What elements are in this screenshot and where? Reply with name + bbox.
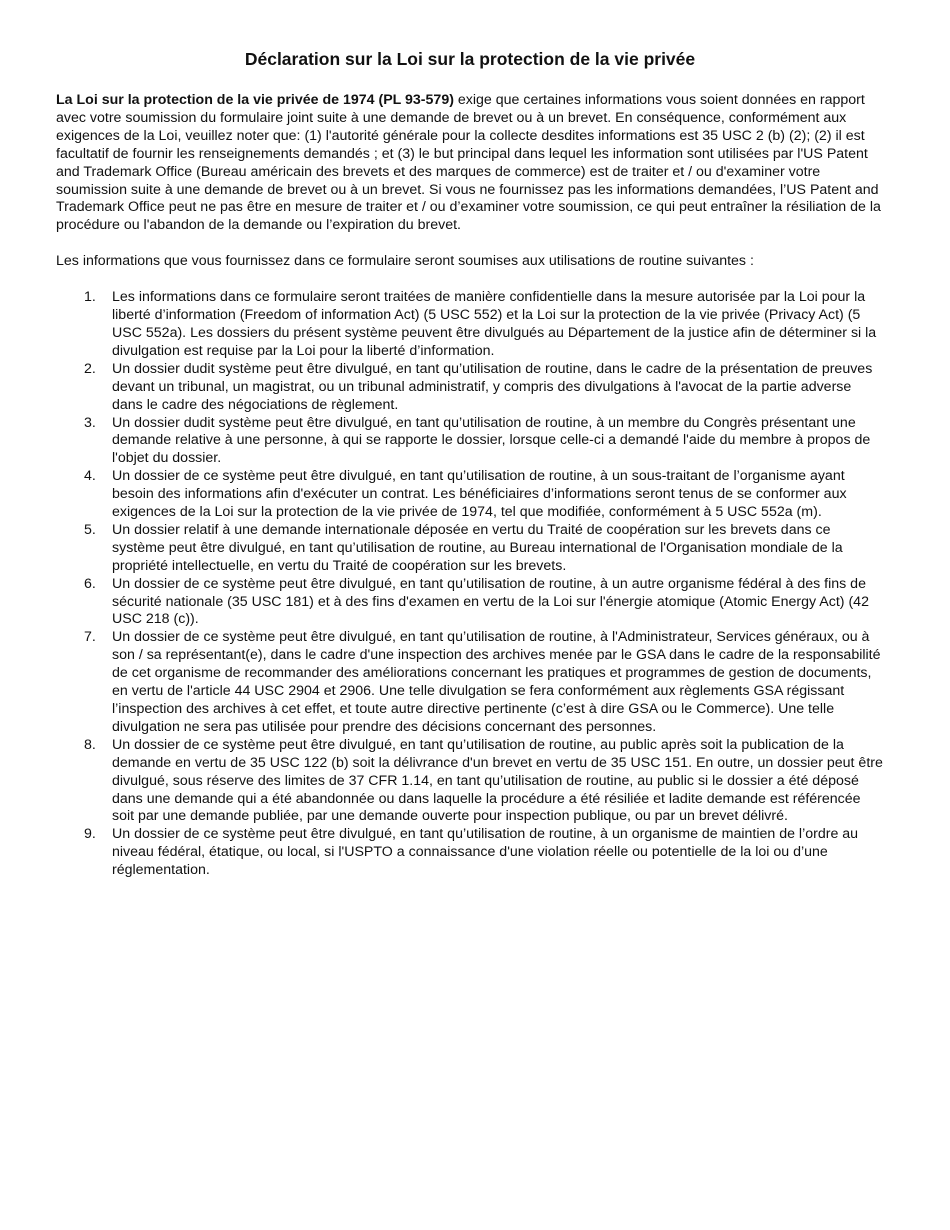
list-item-number: 2. <box>84 360 96 377</box>
list-item-text: Un dossier dudit système peut être divulgué, en tant qu’utilisation de routine, à un membre du Congrès présentant une demande relative à une personne, à qui se rapporte le dossier, lorsque celle-ci a demandé l'aide du membre à propos de l'objet du dossier. <box>112 414 871 467</box>
list-item-number: 6. <box>84 575 96 592</box>
list-item-text: Les informations dans ce formulaire seront traitées de manière confidentielle dans la mesure autorisée par la Loi pour la liberté d’information (Freedom of information Act) (5 USC 552) et la Loi sur la protection de la vie privée (Privacy Act) (5 USC 552a). Les dossiers du présent système peuvent être divulgués au Département de la justice afin de déterminer si la divulgation est requise par la Loi pour la liberté d’information. <box>112 289 877 359</box>
list-item-text: Un dossier relatif à une demande internationale déposée en vertu du Traité de coopération sur les brevets dans ce système peut être divulgué, en tant qu’utilisation de routine, au Bureau international de l'Organisation mondiale de la propriété intellectuelle, en vertu du Traité de coopération sur les brevets. <box>112 521 843 574</box>
intro-bold-lead: La Loi sur la protection de la vie privée de 1974 (PL 93-579) <box>56 92 454 108</box>
list-item <box>56 468 884 522</box>
list-item-text: Un dossier de ce système peut être divulgué, en tant qu’utilisation de routine, à un sous-traitant de l’organisme ayant besoin des informations afin d'exécuter un contrat. Les bénéficiaires d’informations seront tenus de se conformer aux exigences de la Loi sur la protection de la vie privée de 1974, tel que modifiée, conformément à 5 USC 552a (m). <box>112 468 847 521</box>
list-item-number: 3. <box>84 414 96 431</box>
list-item-text: Un dossier de ce système peut être divulgué, en tant qu’utilisation de routine, au public après soit la publication de la demande en vertu de 35 USC 122 (b) soit la délivrance d'un brevet en vertu de 35 USC 151. En outre, un dossier peut être divulgué, sous réserve des limites de 37 CFR 1.14, en tant qu’utilisation de routine, au public si le dossier a été déposé dans une demande qui a été abandonnée ou dans laquelle la procédure a été résiliée et ladite demande est référencée soit par une demande publiée, par une demande ouverte pour inspection publique, ou par un brevet délivré. <box>112 736 883 825</box>
list-item-number: 8. <box>84 736 96 753</box>
list-item <box>56 629 884 736</box>
list-item <box>56 361 884 415</box>
list-item <box>56 737 884 827</box>
list-item <box>56 826 884 880</box>
list-item-number: 7. <box>84 629 96 646</box>
list-item-number: 1. <box>84 289 96 306</box>
list-item-text: Un dossier de ce système peut être divulgué, en tant qu’utilisation de routine, à un organisme de maintien de l’ordre au niveau fédéral, étatique, ou local, si l'USPTO a connaissance d'une violation réelle ou potentielle de la loi ou d’une réglementation. <box>112 826 859 879</box>
intro-text: exige que certaines informations vous soient données en rapport avec votre soumission du formulaire joint suite à une demande de brevet ou à un brevet. En conséquence, conformément aux exigences de la Loi, veuillez noter que: (1) l'autorité générale pour la collecte desdites informations est 35 USC 2 (b) (2); (2) il est facultatif de fournir les renseignements demandés ; et (3) le but principal dans lequel les information sont utilisées par l'US Patent and Trademark Office (Bureau américain des brevets et des marques de commerce) est de traiter et / ou d'examiner votre soumission suite à une demande de brevet ou à un brevet. Si vous ne fournissez pas les informations demandées, l’US Patent and Trademark Office peut ne pas être en mesure de traiter et / ou d’examiner votre soumission, ce qui peut entraîner la résiliation de la procédure ou l'abandon de la demande ou l’expiration du brevet. <box>56 92 881 234</box>
list-item-text: Un dossier de ce système peut être divulgué, en tant qu’utilisation de routine, à un autre organisme fédéral à des fins de sécurité nationale (35 USC 181) et à des fins d'examen en vertu de la Loi sur l'énergie atomique (Atomic Energy Act) (42 USC 218 (c)). <box>112 575 869 628</box>
list-item <box>56 289 884 361</box>
list-item <box>56 522 884 576</box>
routine-uses-intro: Les informations que vous fournissez dans ce formulaire seront soumises aux utilisations de routine suivantes : <box>56 253 754 270</box>
routine-uses-list <box>56 289 884 880</box>
list-item-number: 4. <box>84 468 96 485</box>
list-item-number: 5. <box>84 521 96 538</box>
list-item <box>56 576 884 630</box>
list-item-text: Un dossier dudit système peut être divulgué, en tant qu’utilisation de routine, dans le cadre de la présentation de preuves devant un tribunal, un magistrat, ou un tribunal administratif, y compris des divulgations à l'avocat de la partie adverse dans le cadre des négociations de règlement. <box>112 360 873 413</box>
privacy-act-statement-page <box>56 46 884 880</box>
page-title: Déclaration sur la Loi sur la protection de la vie privée <box>244 49 696 69</box>
intro-paragraph <box>56 92 884 235</box>
list-item-number: 9. <box>84 826 96 843</box>
list-item <box>56 415 884 469</box>
list-item-text: Un dossier de ce système peut être divulgué, en tant qu’utilisation de routine, à l'Administrateur, Services généraux, ou à son / sa représentant(e), dans le cadre d'une inspection des archives menée par le GSA dans le cadre de la responsabilité de cet organisme de recommander des améliorations concernant les pratiques et programmes de gestion de documents, en vertu de l'article 44 USC 2904 et 2906. Une telle divulgation se fera conformément aux règlements GSA régissant l’inspection des archives à cet effet, et toute autre directive pertinente (c’est à dire GSA ou le Commerce). Une telle divulgation ne sera pas utilisée pour prendre des décisions concernant des personnes. <box>112 629 881 735</box>
